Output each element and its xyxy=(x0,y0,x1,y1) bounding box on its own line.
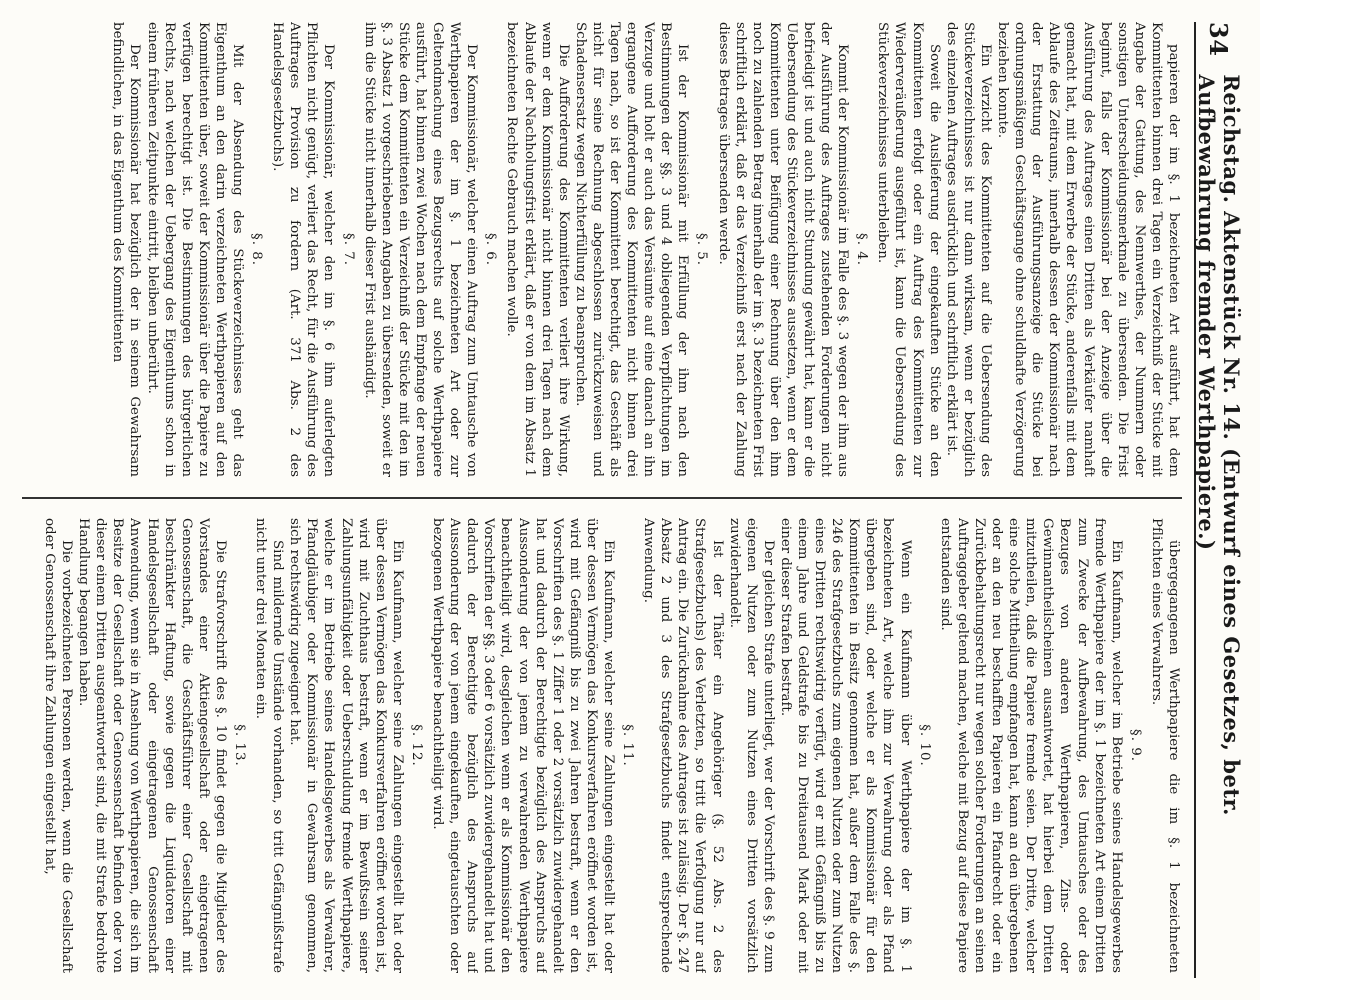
paragraph: Der gleichen Strafe unterliegt, wer der Vorschrift des §. 9 zum eigenen Nutzen oder zum Nutzen eines Dritten vorsätzlich zuwiderhandelt. xyxy=(726,518,776,973)
paragraph: Ist der Kommissionär mit Erfüllung der ihm nach den Bestimmungen der §§. 3 und 4 obliegenden Verpflichtungen im Verzuge und holt er auch das Versäumte auf eine danach an ihn ergangene Aufforderung des Kommittenten nicht binnen drei Tagen nach, so ist der Kommittent berechtigt, das Geschäft als nicht für seine Rechnung abgeschlossen zurückzuweisen und Schadensersatz wegen Nichterfüllung zu beanspruchen. xyxy=(572,22,691,477)
paragraph: Ein Kaufmann, welcher im Betriebe seines Handelsgewerbes fremde Werthpapiere der im §. 1 bezeichneten Art einem Dritten zum Zwecke der Aufbewahrung, des Umtausches oder des Bezuges von anderen Werthpapieren, Zins- oder Gewinnantheilscheinen ausantwortet, hat hierbei dem Dritten mitzutheilen, daß die Papiere fremde seien. Der Dritte, welcher eine solche Mittheilung empfangen hat, kann an den übergebenen oder an den neu beschafften Papieren ein Pfandrecht oder ein Zurückbehaltungsrecht nur wegen solcher Forderungen an seinen Auftraggeber geltend machen, welche mit Bezug auf diese Papiere entstanden sind. xyxy=(937,518,1124,973)
paragraph: Ein Kaufmann, welcher seine Zahlungen eingestellt hat oder über dessen Vermögen das Konkursverfahren eröffnet worden ist, wird mit Gefängniß bis zu zwei Jahren bestraft, wenn er den Vorschriften des §. 1 Ziffer 1 oder 2 vorsätzlich zuwidergehandelt hat und dadurch der Berechtigte bezüglich des Anspruchs auf Aussonderung der von jenem zu verwahrenden Werthpapiere benachtheiligt wird, desgleichen wenn er als Kommissionär den Vorschriften der §§. 3 oder 6 vorsätzlich zuwidergehandelt hat und dadurch der Berechtigte bezüglich des Anspruchs auf Aussonderung der von jenem eingekauften, eingetauschten oder bezogenen Werthpapiere benachtheiligt wird. xyxy=(430,518,616,973)
right-column xyxy=(22,518,1182,973)
section-heading: §. 11. xyxy=(620,724,636,767)
section-heading: §. 9. xyxy=(1127,729,1143,762)
section-heading: §. 10. xyxy=(916,724,932,767)
paragraph: Der Kommissionär, welcher den im §. 6 ihm auferlegten Pflichten nicht genügt, verliert das Recht, für die Ausführung des Auftrages Provision zu fordern (Art. 371 Abs. 2 des Handelsgesetzbuchs). xyxy=(270,22,337,477)
paragraph: Der Kommissionär, welcher einen Auftrag zum Umtausche von Werthpapieren der im §. 1 bezeichneten Art oder zur Geltendmachung eines Bezugsrechts auf solche Werthpapiere ausführt, hat binnen zwei Wochen nach dem Empfange der neuen Stücke dem Kommittenten ein Verzeichniß der Stücke mit den im §. 3 Absatz 1 vorgeschriebenen Angaben zu übersenden, soweit er ihm die Stücke nicht innerhalb dieser Frist aushändigt. xyxy=(361,22,480,477)
paragraph: übergegangenen Werthpapiere die im §. 1 bezeichneten Pflichten eines Verwahrers. xyxy=(1148,518,1181,973)
paragraph: Wenn ein Kaufmann über Werthpapiere der im §. 1 bezeichneten Art, welche ihm zur Verwahrung oder als Pfand übergeben sind, oder welche er als Kommissionär für den Kommittenten in Besitz genommen hat, außer dem Falle des §. 246 des Strafgesetzbuchs zum eigenen Nutzen oder zum Nutzen eines Dritten rechtswidrig verfügt, wird er mit Gefängniß bis zu einem Jahre und Geldstrafe bis zu Dreitausend Mark oder mit einer dieser Strafen bestraft. xyxy=(777,518,913,973)
left-column xyxy=(22,22,1182,477)
paragraph: papieren der im §. 1 bezeichneten Art ausführt, hat dem Kommittenten binnen drei Tagen ein Verzeichniß der Stücke mit Angabe der Gattung, des Nennwerthes, der Nummern oder sonstigen Unterscheidungsmerkmale zu übersenden. Die Frist beginnt, falls der Kommissionär bei der Anzeige über die Ausführung des Auftrages einen Dritten als Verkäufer namhaft gemacht hat, mit dem Erwerbe der Stücke, anderenfalls mit dem Ablaufe des Zeitraums, innerhalb dessen der Kommissionär nach der Erstattung der Ausführungsanzeige die Stücke bei ordnungsmäßigem Geschäftsgange ohne schuldhafte Verzögerung beziehen konnte. xyxy=(995,22,1181,477)
section-heading: §. 5. xyxy=(694,233,710,266)
page-title: Reichstag. Aktenstück Nr. 14. (Entwurf eines Gesetzes, betr. Aufbewahrung fremder Werthpapiere.) xyxy=(1194,74,1244,816)
section-heading: §. 8. xyxy=(249,233,265,266)
paragraph: Sind mildernde Umstände vorhanden, so tritt Gefängnißstrafe nicht unter drei Monaten ein. xyxy=(253,518,286,973)
paragraph: Die Aufforderung des Kommittenten verliert ihre Wirkung, wenn er dem Kommissionär nicht binnen drei Tagen nach dem Ablaufe der Nachholungsfrist erklärt, daß er von dem im Absatz 1 bezeichneten Rechte Gebrauch machen wolle. xyxy=(504,22,571,477)
section-heading: §. 13. xyxy=(232,724,248,767)
paragraph: Kommt der Kommissionär im Falle des §. 3 wegen der ihm aus der Ausführung des Auftrages zustehenden Forderungen nicht befriedigt ist und auch nicht Stundung gewährt hat, kann er die Uebersendung des Stückeverzeichnisses aussetzen, wenn er dem Kommittenten unter Beifügung einer Rechnung über den ihm noch zu zahlenden Betrag innerhalb der im §. 3 bezeichneten Frist schriftlich erklärt, daß er das Verzeichniß erst nach der Zahlung dieses Betrages übersenden werde. xyxy=(715,22,851,477)
paragraph: Ist der Thäter ein Angehöriger (§. 52 Abs. 2 des Strafgesetzbuchs) des Verletzten, so tritt die Verfolgung nur auf Antrag ein. Die Zurücknahme des Antrages ist zulässig. Der §. 247 Absatz 2 und 3 des Strafgesetzbuchs findet entsprechende Anwendung. xyxy=(641,518,725,973)
paragraph: Mit der Absendung des Stückeverzeichnisses geht das Eigenthum an den darin verzeichneten Werthpapieren auf den Kommittenten über, soweit der Kommissionär über die Papiere zu verfügen berechtigt ist. Die Bestimmungen des bürgerlichen Rechts, nach welchen der Uebergang des Eigenthums schon in einem früheren Zeitpunkte eintritt, bleiben unberührt. xyxy=(144,22,246,477)
paragraph: Ein Kaufmann, welcher seine Zahlungen eingestellt hat oder über dessen Vermögen das Konkursverfahren eröffnet worden ist, wird mit Zuchthaus bestraft, wenn er im Bewußtsein seiner Zahlungsunfähigkeit oder Ueberschuldung fremde Werthpapiere, welche er im Betriebe seines Handelsgewerbes als Verwahrer, Pfandgläubiger oder Kommissionär in Gewahrsam genommen, sich rechtswidrig zugeeignet hat. xyxy=(287,518,405,973)
paragraph: Soweit die Auslieferung der eingekauften Stücke an den Kommittenten erfolgt oder ein Auftrag des Kommittenten zur Wiederveräußerung ausgeführt ist, kann die Uebersendung des Stückeverzeichnisses unterbleiben. xyxy=(875,22,942,477)
page-number: 34 xyxy=(1204,22,1234,57)
section-heading: §. 7. xyxy=(340,233,356,266)
section-heading: §. 12. xyxy=(408,724,424,767)
paragraph: Der Kommissionär hat bezüglich der in seinem Gewahrsam befindlichen, in das Eigenthum des Kommittenten xyxy=(110,22,143,477)
section-heading: §. 4. xyxy=(854,233,870,266)
paragraph: Die Strafvorschrift des §. 10 findet gegen die Mitglieder des Vorstandes einer Aktiengesellschaft oder eingetragenen Genossenschaft, die Geschäftsführer einer Gesellschaft mit beschränkter Haftung, sowie gegen die Liquidatoren einer Handelsgesellschaft oder eingetragenen Genossenschaft Anwendung, wenn sie in Ansehung von Werthpapieren, die sich im Besitze der Gesellschaft oder Genossenschaft befinden oder von dieser einem Dritten ausgeantwortet sind, die mit Strafe bedrohte Handlung begangen haben. xyxy=(76,518,228,973)
paragraph: Ein Verzicht des Kommittenten auf die Uebersendung des Stückeverzeichnisses ist nur dann wirksam, wenn er bezüglich des einzelnen Auftrages ausdrücklich und schriftlich erklärt ist. xyxy=(943,22,993,477)
column-divider xyxy=(22,497,1182,499)
paragraph: Die vorbezeichneten Personen werden, wenn die Gesellschaft oder Genossenschaft ihre Zahlungen eingestellt hat, xyxy=(42,518,75,973)
section-heading: §. 6. xyxy=(483,233,499,266)
page-header xyxy=(1194,22,1242,978)
